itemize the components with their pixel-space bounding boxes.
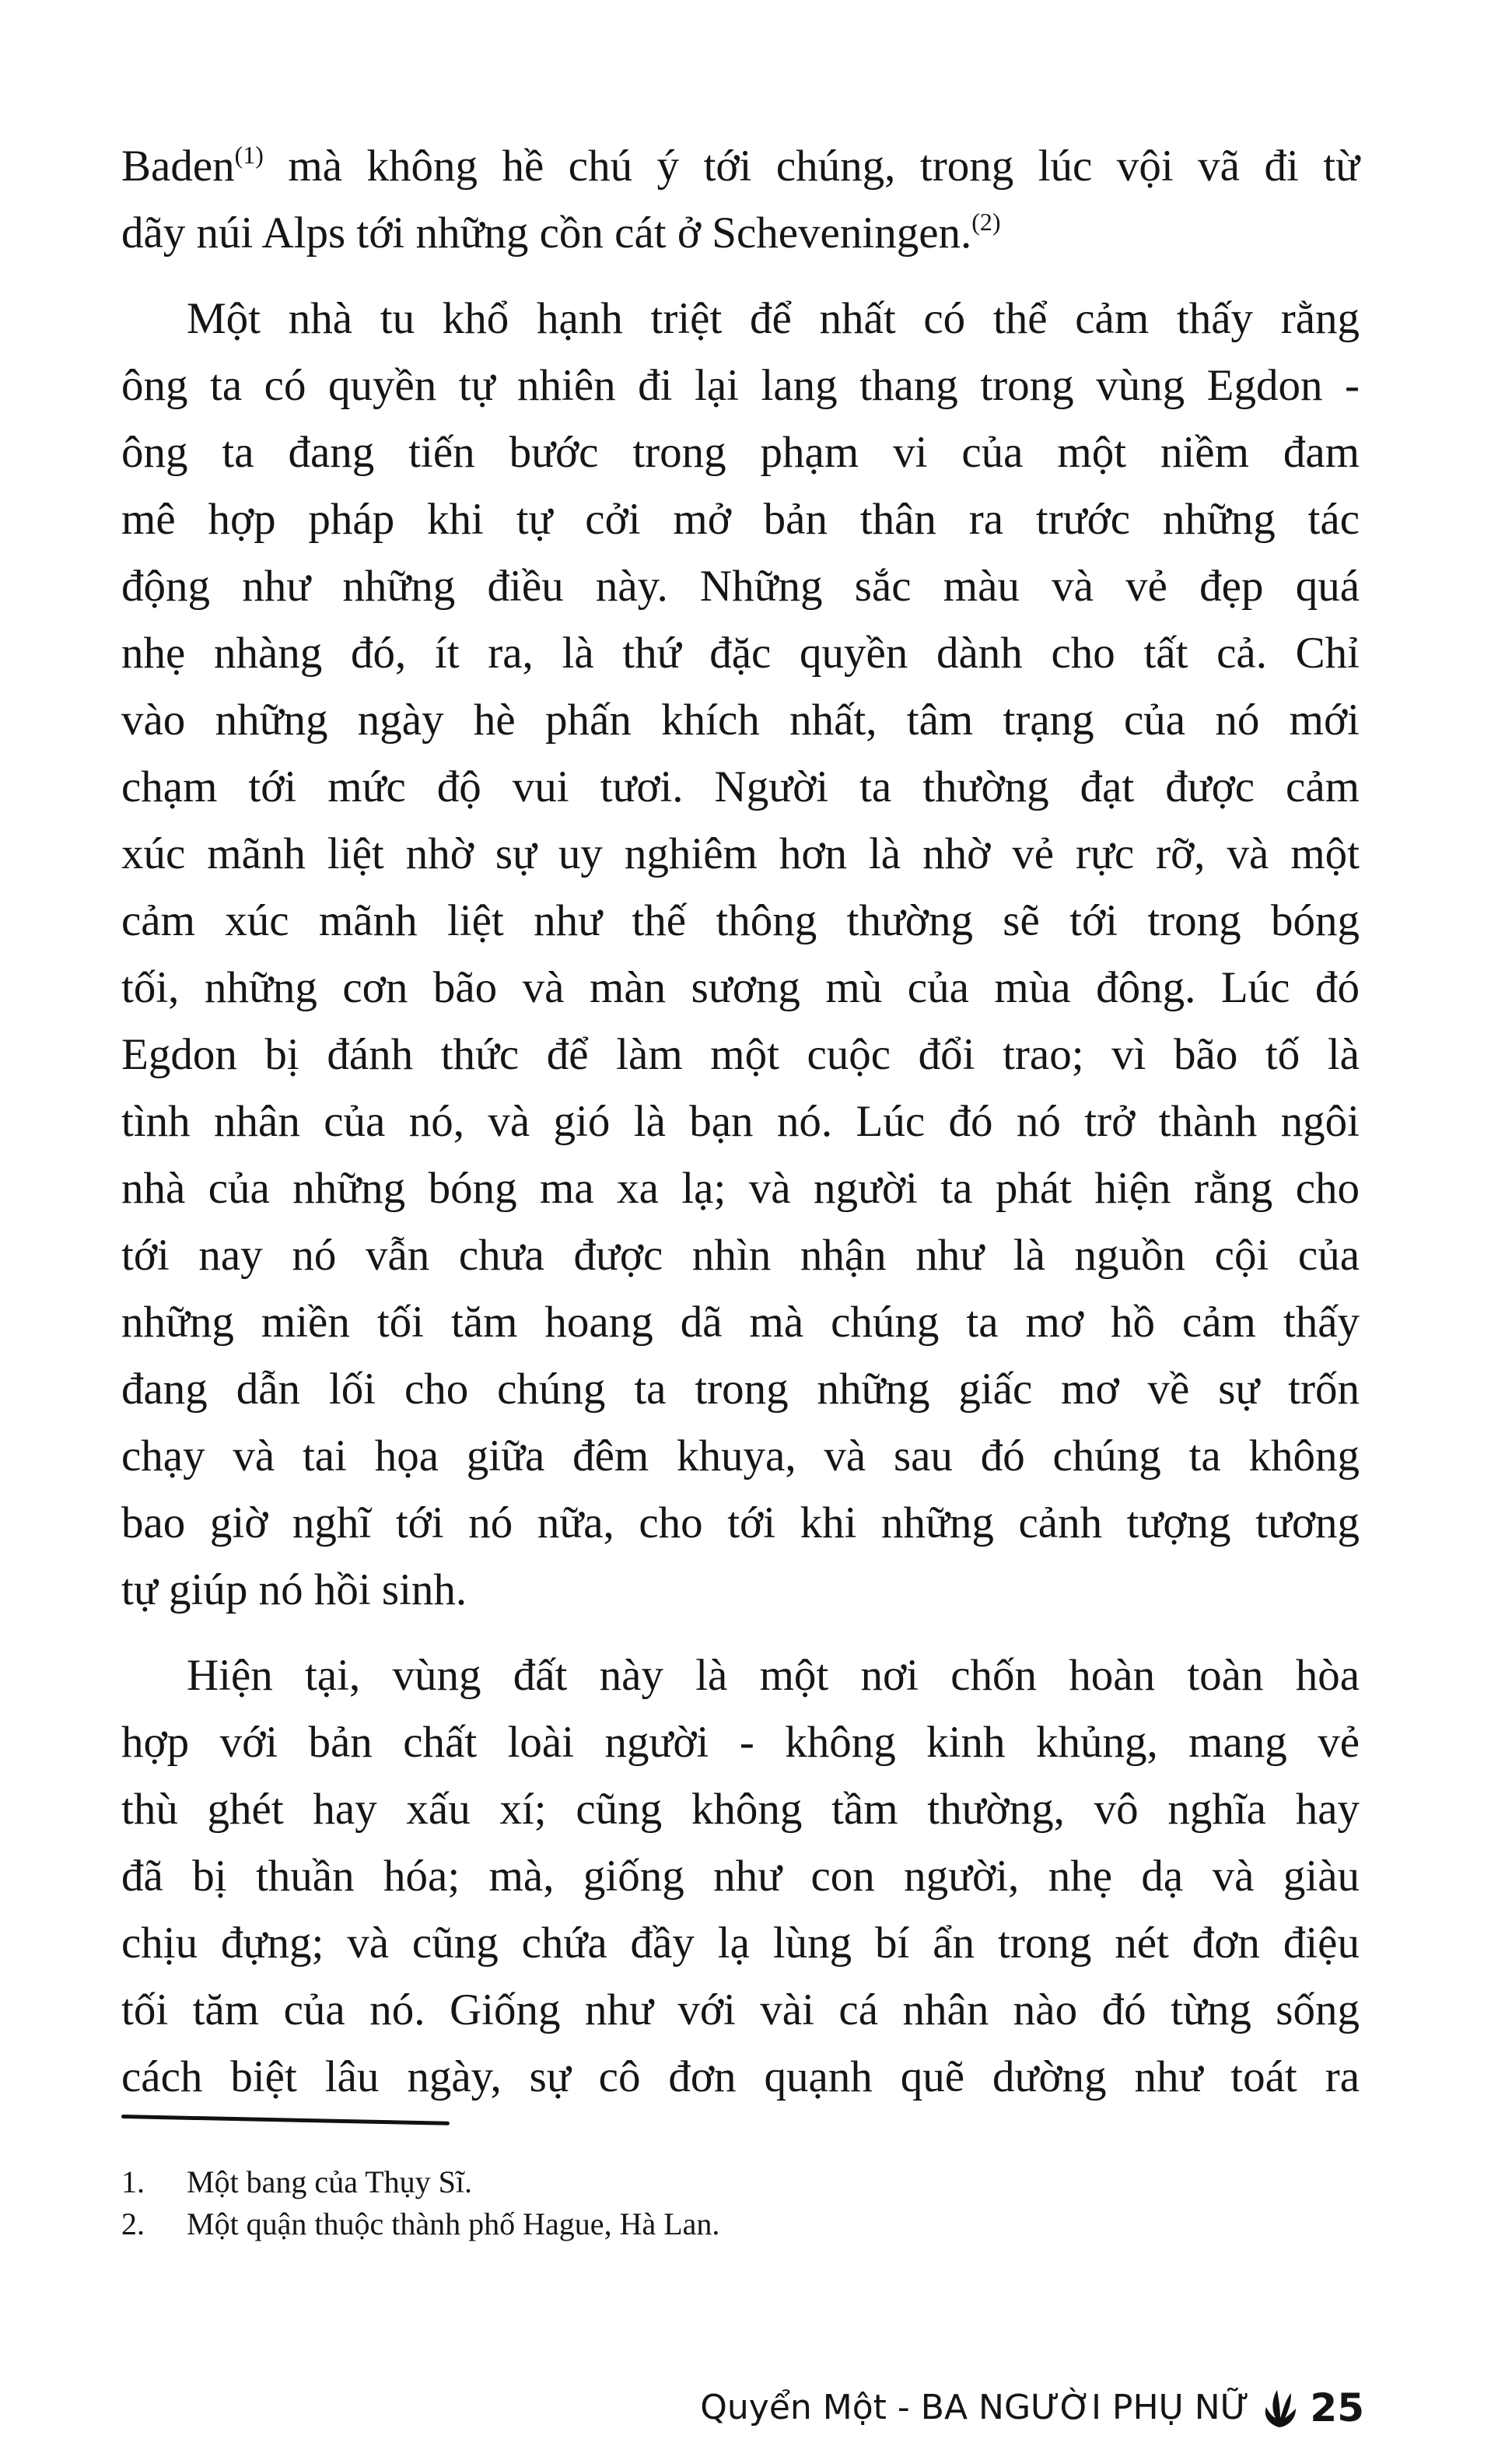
text-segment: chạy và tai họa giữa đêm khuya, và sau đó chúng ta không: [121, 1432, 1360, 1481]
footnote-2: [121, 2203, 719, 2245]
text-segment: ông ta có quyền tự nhiên đi lại lang thang trong vùng Egdon -: [121, 361, 1360, 410]
text-segment: tối, những cơn bão và màn sương mù của mùa đông. Lúc đó: [121, 963, 1360, 1012]
text-segment: thù ghét hay xấu xí; cũng không tầm thường, vô nghĩa hay: [121, 1785, 1360, 1834]
text-line: [121, 352, 1360, 419]
text-segment: đã bị thuần hóa; mà, giống như con người, nhẹ dạ và giàu: [121, 1852, 1360, 1901]
text-line: [121, 1222, 1360, 1289]
text-line: [121, 1843, 1360, 1910]
text-line: [121, 1490, 1360, 1557]
text-line: [121, 754, 1360, 821]
text-line: [121, 1155, 1360, 1222]
text-segment: chịu đựng; và cũng chứa đầy lạ lùng bí ẩn trong nét đơn điệu: [121, 1919, 1360, 1968]
running-title: Quyển Một - BA NGƯỜI PHỤ NỮ: [700, 2388, 1250, 2427]
text-segment: tự giúp nó hồi sinh.: [121, 1565, 467, 1614]
footnote-number: 2.: [121, 2206, 145, 2241]
text-segment: tới nay nó vẫn chưa được nhìn nhận như là nguồn cội của: [121, 1231, 1360, 1280]
text-line: [121, 1022, 1360, 1088]
text-segment: vào những ngày hè phấn khích nhất, tâm trạng của nó mới: [121, 696, 1360, 745]
footnote-reference: (1): [234, 141, 264, 169]
footnote-divider: [121, 2115, 450, 2125]
text-segment: tối tăm của nó. Giống như với vài cá nhân nào đó từng sống: [121, 1985, 1360, 2034]
text-segment: xúc mãnh liệt nhờ sự uy nghiêm hơn là nhờ vẻ rực rỡ, và một: [121, 829, 1360, 878]
text-line: [121, 1356, 1360, 1423]
text-line: [121, 1977, 1360, 2044]
text-line: [121, 1910, 1360, 1977]
text-line: [121, 553, 1360, 620]
text-line: [121, 1776, 1360, 1843]
text-segment: cảm xúc mãnh liệt như thế thông thường sẽ tới trong bóng: [121, 896, 1360, 945]
text-segment: nhẹ nhàng đó, ít ra, là thứ đặc quyền dành cho tất cả. Chỉ: [121, 629, 1360, 678]
text-line: [121, 1709, 1360, 1776]
footnote-reference: (2): [971, 208, 1001, 236]
text-segment: Một nhà tu khổ hạnh triệt để nhất có thể cảm thấy rằng: [187, 294, 1360, 343]
text-line: [187, 1642, 1360, 1709]
page-number: 25: [1310, 2385, 1364, 2430]
text-line: [121, 687, 1360, 754]
text-line: [121, 1557, 1360, 1624]
text-line: [121, 2044, 1360, 2111]
text-line: [121, 200, 1360, 267]
text-line: [121, 1289, 1360, 1356]
text-line: [121, 1088, 1360, 1155]
text-line: [121, 1423, 1360, 1490]
text-line: [121, 955, 1360, 1022]
text-segment: động như những điều này. Những sắc màu và vẻ đẹp quá: [121, 562, 1360, 611]
text-segment: những miền tối tăm hoang dã mà chúng ta mơ hồ cảm thấy: [121, 1298, 1360, 1347]
text-line: [121, 821, 1360, 888]
page-footer: [700, 2381, 1364, 2435]
text-segment: ông ta đang tiến bước trong phạm vi của một niềm đam: [121, 428, 1360, 477]
text-segment: cách biệt lâu ngày, sự cô đơn quạnh quẽ dường như toát ra: [121, 2052, 1360, 2101]
text-line: [121, 486, 1360, 553]
text-segment: mê hợp pháp khi tự cởi mở bản thân ra trước những tác: [121, 495, 1360, 544]
text-segment: dãy núi Alps tới những cồn cát ở Scheveningen.: [121, 209, 972, 258]
footnote-text: Một bang của Thụy Sĩ.: [187, 2164, 473, 2199]
text-line: [121, 888, 1360, 955]
text-segment: hợp với bản chất loài người - không kinh khủng, mang vẻ: [121, 1718, 1360, 1767]
text-line: [187, 286, 1360, 352]
text-segment: Egdon bị đánh thức để làm một cuộc đổi trao; vì bão tố là: [121, 1030, 1360, 1079]
text-line: [121, 620, 1360, 687]
text-segment: tình nhân của nó, và gió là bạn nó. Lúc đó nó trở thành ngôi: [121, 1097, 1360, 1146]
text-segment: chạm tới mức độ vui tươi. Người ta thường đạt được cảm: [121, 762, 1360, 811]
text-segment: đang dẫn lối cho chúng ta trong những giấc mơ về sự trốn: [121, 1365, 1360, 1414]
text-segment: Baden: [121, 142, 235, 191]
footnote-number: 1.: [121, 2164, 145, 2199]
text-segment: nhà của những bóng ma xa lạ; và người ta phát hiện rằng cho: [121, 1164, 1360, 1213]
text-segment: bao giờ nghĩ tới nó nữa, cho tới khi những cảnh tượng tương: [121, 1498, 1360, 1547]
text-segment: mà không hề chú ý tới chúng, trong lúc vội vã đi từ: [263, 142, 1360, 191]
text-line: [121, 133, 1360, 200]
plant-ornament-icon: [1260, 2387, 1299, 2429]
text-line: [121, 419, 1360, 486]
footnote-text: Một quận thuộc thành phố Hague, Hà Lan.: [187, 2206, 720, 2241]
text-segment: Hiện tại, vùng đất này là một nơi chốn hoàn toàn hòa: [187, 1651, 1360, 1700]
footnote-1: [121, 2161, 472, 2203]
